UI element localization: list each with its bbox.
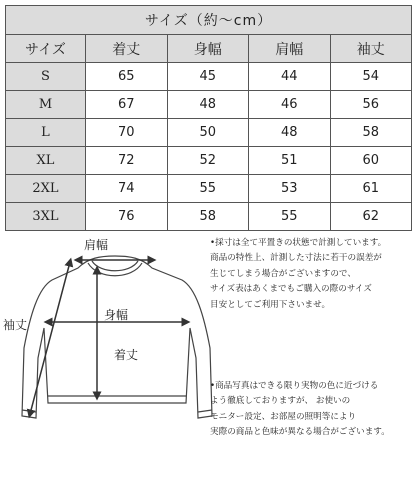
shoulder-cell: 46 [249,91,331,119]
length-label: 着丈 [114,348,139,362]
notes [210,236,415,441]
table-row [6,203,412,231]
note-line: •採寸は全て平置きの状態で計測しています。 [210,238,387,248]
table-title: サイズ（約〜cm） [6,6,412,35]
length-cell: 76 [86,203,168,231]
size-cell: L [6,119,86,147]
sleeve-cell: 54 [330,63,412,91]
chest-label: 身幅 [104,308,129,322]
sleeve-cell: 58 [330,119,412,147]
note-line: 生じてしまう場合がございますので、 [210,268,356,279]
size-cell: M [6,91,86,119]
note-line: 実際の商品と色味が異なる場合がございます。 [210,427,390,438]
chest-cell: 48 [167,91,249,119]
header-chest: 身幅 [167,35,249,63]
note-line: モニター設定、お部屋の照明等により [210,411,357,422]
shoulder-cell: 53 [249,175,331,203]
shoulder-cell: 55 [249,203,331,231]
chest-cell: 52 [167,147,249,175]
chest-cell: 50 [167,119,249,147]
note-line: •商品写真はできる限り実物の色に近づける [210,381,379,392]
chest-cell: 58 [167,203,249,231]
note-line: 目安としてご利用下さいませ。 [210,299,331,310]
size-cell: 2XL [6,175,86,203]
sleeve-cell: 56 [330,91,412,119]
table-header-row [6,35,412,63]
chest-cell: 45 [167,63,249,91]
length-cell: 70 [86,119,168,147]
shoulder-cell: 51 [249,147,331,175]
header-sleeve: 袖丈 [330,35,412,63]
length-cell: 67 [86,91,168,119]
shoulder-cell: 44 [249,63,331,91]
sleeve-cell: 60 [330,147,412,175]
table-row [6,63,412,91]
measurement-note [210,236,415,313]
table-row [6,175,412,203]
shoulder-cell: 48 [249,119,331,147]
shirt-outline-illustration [0,228,215,500]
sleeve-label: 袖丈 [3,318,28,332]
header-length: 着丈 [86,35,168,63]
size-cell: 3XL [6,203,86,231]
size-cell: S [6,63,86,91]
length-cell: 65 [86,63,168,91]
table-row [6,91,412,119]
sleeve-cell: 62 [330,203,412,231]
sleeve-arrow [30,262,70,414]
table-row [6,147,412,175]
length-cell: 74 [86,175,168,203]
note-line: サイズ表はあくまでもご購入の際のサイズ [210,284,372,295]
header-shoulder: 肩幅 [249,35,331,63]
size-cell: XL [6,147,86,175]
color-note [210,379,415,441]
length-cell: 72 [86,147,168,175]
header-size: サイズ [6,35,86,63]
table-row [6,119,412,147]
chest-cell: 55 [167,175,249,203]
sleeve-cell: 61 [330,175,412,203]
shoulder-label: 肩幅 [84,238,109,252]
note-line: よう徹底しておりますが、 お使いの [210,396,351,407]
size-table [5,5,412,231]
note-line: 商品の特性上、計測した寸法に若干の誤差が [210,253,382,264]
garment-diagram [0,228,215,500]
